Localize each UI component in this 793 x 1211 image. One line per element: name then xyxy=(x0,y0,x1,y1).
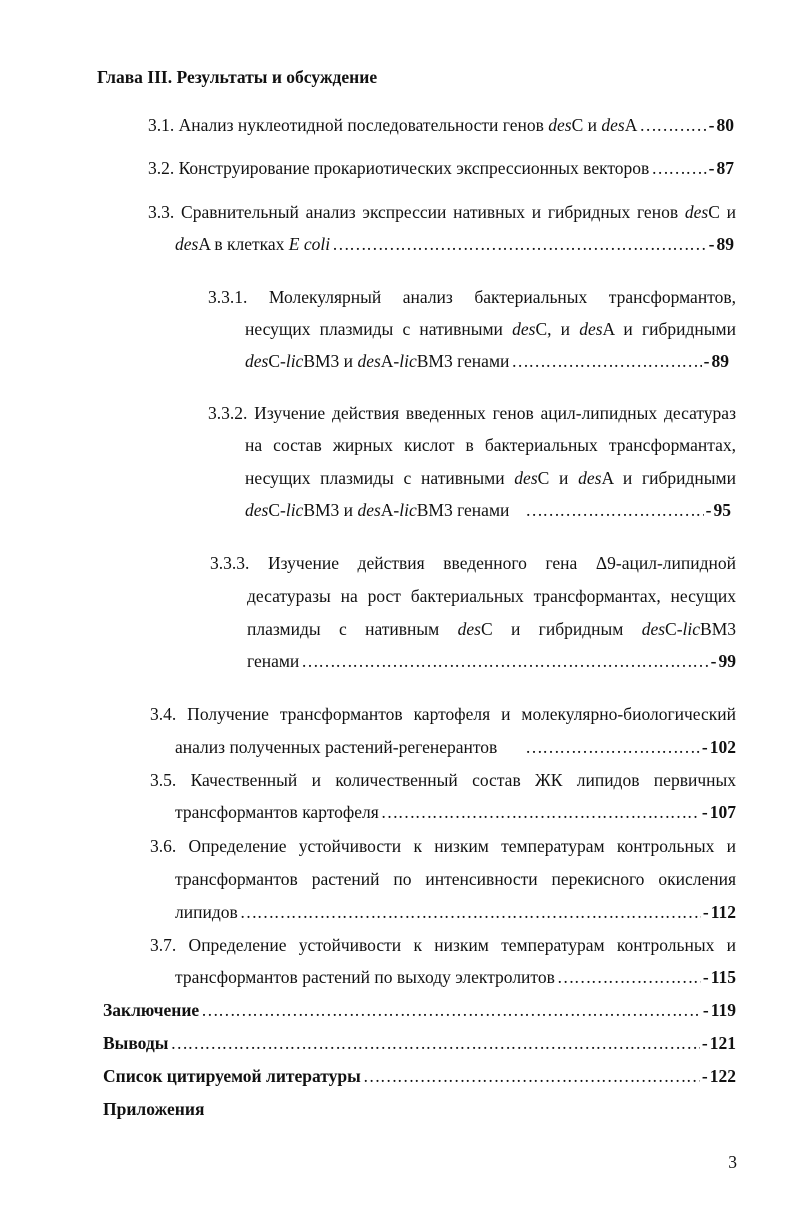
toc-entry-3-3-3-line3: плазмиды с нативным desC и гибридным desC-licBM3 xyxy=(247,619,736,639)
toc-entry-3-6-line1: 3.6. Определение устойчивости к низким температурам контрольных и xyxy=(150,836,736,856)
page-number: 3 xyxy=(728,1152,737,1172)
dot-leader xyxy=(639,114,706,136)
page-ref: - 99 xyxy=(711,650,736,672)
page-ref: - 119 xyxy=(703,999,736,1021)
dot-leader xyxy=(301,650,708,672)
dot-leader xyxy=(511,350,701,372)
toc-entry-3-3-2-line2: на состав жирных кислот в бактериальных трансформантах, xyxy=(245,435,736,455)
toc-entry-3-3-2-line3: несущих плазмиды с нативными desC и desA и гибридными xyxy=(245,468,736,488)
toc-entry-3-3-3-line2: десатуразы на рост бактериальных трансформантах, несущих xyxy=(247,586,736,606)
toc-entry-3-1: 3.1. Анализ нуклеотидной последовательности генов desC и desA …………………………………………………………………………………………………………………………………………………………………………………………………………… - 80 xyxy=(148,114,734,136)
toc-entry-3-4-line2: анализ полученных растений-регенерантов …………………………………………………………………………………………………………………………………………………………………………………………………………… - 102 xyxy=(175,736,736,758)
page-ref: - 115 xyxy=(703,966,736,988)
toc-entry-3-3-2-line4: desC-licBM3 и desA-licBM3 генами …………………………………………………………………………………………………………………………………………………………………………………………………………… - 95 xyxy=(245,499,731,521)
toc-entry-3-4-line1: 3.4. Получение трансформантов картофеля и молекулярно-биологический xyxy=(150,704,736,724)
toc-entry-3-2: 3.2. Конструирование прокариотических экспрессионных векторов …………………………………………………………………………………………………………………………………………………………………………………………………………… - 87 xyxy=(148,157,734,179)
page-ref: - 89 xyxy=(709,233,734,255)
toc-entry-3-6-line3: липидов …………………………………………………………………………………………………………………………………………………………………………………………………………… - 112 xyxy=(175,901,736,923)
toc-entry-references: Список цитируемой литературы …………………………………………………………………………………………………………………………………………………………………………………………………………… - 122 xyxy=(103,1065,736,1087)
page-ref: - 80 xyxy=(709,114,734,136)
dot-leader xyxy=(525,736,700,758)
page-ref: - 107 xyxy=(702,801,736,823)
page-ref: - 112 xyxy=(703,901,736,923)
dot-leader xyxy=(170,1032,699,1054)
page-ref: - 89 xyxy=(704,350,729,372)
toc-entry-3-3-1-line3: desC-licBM3 и desA-licBM3 генами …………………………………………………………………………………………………………………………………………………………………………………………………………… - 89 xyxy=(245,350,729,372)
dot-leader xyxy=(363,1065,700,1087)
toc-entry-3-7-line2: трансформантов растений по выходу электролитов …………………………………………………………………………………………………………………………………………………………………………………………………………… - 115 xyxy=(175,966,736,988)
toc-entry-3-6-line2: трансформантов растений по интенсивности перекисного окисления xyxy=(175,869,736,889)
toc-entry-3-3-line2: desA в клетках E coli …………………………………………………………………………………………………………………………………………………………………………………………………………… - 89 xyxy=(175,233,734,255)
toc-entry-3-3-1-line1: 3.3.1. Молекулярный анализ бактериальных трансформантов, xyxy=(208,287,736,307)
dot-leader xyxy=(381,801,700,823)
page-ref: - 122 xyxy=(702,1065,736,1087)
dot-leader xyxy=(557,966,701,988)
toc-entry-3-3-2-line1: 3.3.2. Изучение действия введенных генов ацил-липидных десатураз xyxy=(208,403,736,423)
toc-entry-3-3-3-line4: генами …………………………………………………………………………………………………………………………………………………………………………………………………………… - 99 xyxy=(247,650,736,672)
page-ref: - 95 xyxy=(706,499,731,521)
dot-leader xyxy=(651,157,706,179)
toc-entry-3-3-3-line1: 3.3.3. Изучение действия введенного гена Δ9-ацил-липидной xyxy=(210,553,736,573)
toc-entry-findings: Выводы …………………………………………………………………………………………………………………………………………………………………………………………………………… - 121 xyxy=(103,1032,736,1054)
toc-entry-3-3-1-line2: несущих плазмиды с нативными desC, и desA и гибридными xyxy=(245,319,736,339)
dot-leader xyxy=(201,999,701,1021)
toc-entry-appendix: Приложения xyxy=(103,1099,205,1119)
dot-leader xyxy=(525,499,703,521)
toc-entry-3-5-line1: 3.5. Качественный и количественный состав ЖК липидов первичных xyxy=(150,770,736,790)
chapter-title: Глава III. Результаты и обсуждение xyxy=(97,67,378,87)
toc-entry-3-7-line1: 3.7. Определение устойчивости к низким температурам контрольных и xyxy=(150,935,736,955)
page-ref: - 87 xyxy=(709,157,734,179)
page-ref: - 121 xyxy=(702,1032,736,1054)
toc-entry-3-5-line2: трансформантов картофеля …………………………………………………………………………………………………………………………………………………………………………………………………………… - 107 xyxy=(175,801,736,823)
dot-leader xyxy=(240,901,701,923)
dot-leader xyxy=(332,233,707,255)
toc-entry-3-3-line1: 3.3. Сравнительный анализ экспрессии нативных и гибридных генов desC и xyxy=(148,202,736,222)
page-ref: - 102 xyxy=(702,736,736,758)
toc-entry-conclusion: Заключение …………………………………………………………………………………………………………………………………………………………………………………………………………… - 119 xyxy=(103,999,736,1021)
